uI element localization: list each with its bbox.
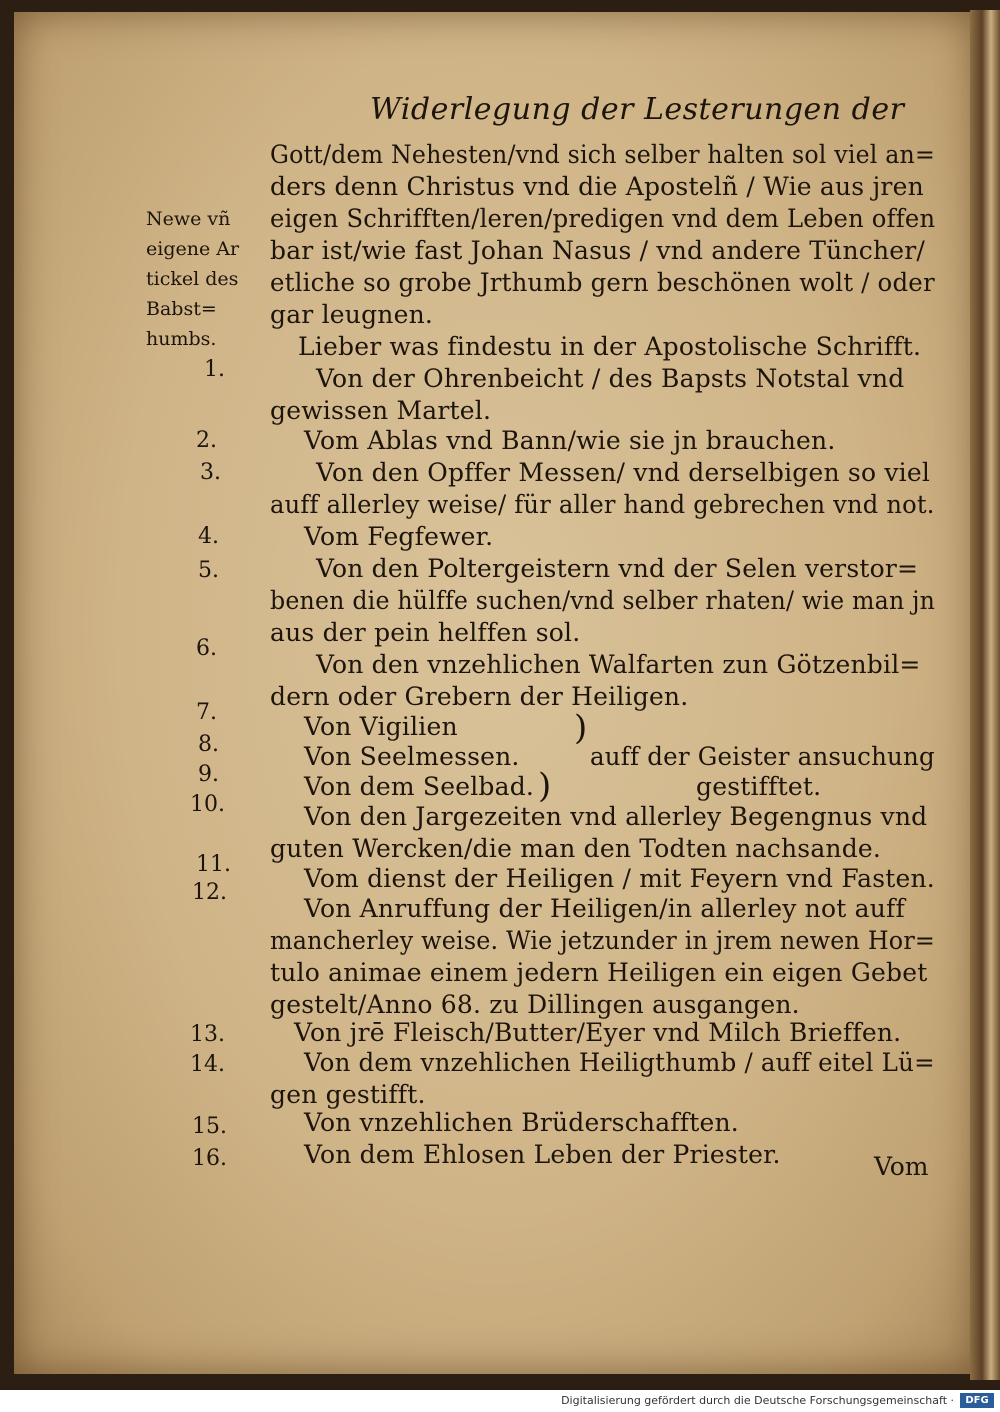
text-line: Von den vnzehlichen Walfarten zun Götzenbil= (316, 650, 921, 679)
text-line: mancherley weise. Wie jetzunder in jrem newen Hor= (270, 926, 936, 955)
item-number: 10. (190, 792, 225, 817)
item-number: 4. (198, 524, 219, 549)
text-line: gestifftet. (696, 772, 822, 801)
text-line: dern oder Grebern der Heiligen. (270, 682, 689, 711)
text-line: gewissen Martel. (270, 396, 492, 425)
item-number: 1. (204, 357, 225, 382)
item-number: 6. (196, 636, 217, 661)
right-paren-brace: ) (538, 766, 552, 806)
right-paren-brace: ) (574, 708, 588, 748)
margin-note-line: humbs. (146, 328, 217, 350)
item-number: 9. (198, 762, 219, 787)
margin-note-line: tickel des (146, 268, 239, 290)
text-line: gar leugnen. (270, 300, 434, 329)
item-number: 8. (198, 732, 219, 757)
item-number: 7. (196, 700, 217, 725)
text-line: Vom Ablas vnd Bann/wie sie jn brauchen. (304, 426, 836, 455)
footer-bar (0, 1390, 1000, 1412)
text-line: Vom dienst der Heiligen / mit Feyern vnd Fasten. (304, 864, 935, 893)
text-line: tulo animae einem jedern Heiligen ein eigen Gebet (270, 958, 928, 987)
text-line: Lieber was findestu in der Apostolische Schrifft. (298, 332, 922, 361)
margin-note-line: Babst= (146, 298, 217, 320)
item-number: 16. (192, 1146, 227, 1171)
text-line: Vom Fegfewer. (304, 522, 494, 551)
text-line: Von vnzehlichen Brüderschafften. (304, 1108, 739, 1137)
item-number: 2. (196, 428, 217, 453)
text-line: eigen Schrifften/leren/predigen vnd dem Leben offen (270, 204, 936, 233)
text-line: gen gestifft. (270, 1080, 426, 1109)
text-line: Von dem Seelbad. (304, 772, 535, 801)
margin-note-line: eigene Ar (146, 238, 240, 260)
dfg-logo: DFG (960, 1393, 994, 1408)
text-line: Von der Ohrenbeicht / des Bapsts Notstal vnd (316, 364, 905, 393)
item-number: 11. (196, 852, 231, 877)
item-number: 15. (192, 1114, 227, 1139)
text-line: Von dem Ehlosen Leben der Priester. (304, 1140, 781, 1169)
text-line: Von dem vnzehlichen Heiligthumb / auff eitel Lü= (304, 1048, 935, 1077)
item-number: 13. (190, 1022, 225, 1047)
text-line: Gott/dem Nehesten/vnd sich selber halten sol viel an= (270, 140, 936, 169)
text-line: Von den Opffer Messen/ vnd derselbigen so viel (316, 458, 931, 487)
text-line: ders denn Christus vnd die Apostelñ / Wie aus jren (270, 172, 924, 201)
book-page (14, 12, 976, 1374)
item-number: 5. (198, 558, 219, 583)
text-line: Von Anruffung der Heiligen/in allerley not auff (304, 894, 905, 923)
text-line: Von jrē Fleisch/Butter/Eyer vnd Milch Brieffen. (294, 1018, 902, 1047)
text-line: Von den Jargezeiten vnd allerley Begengnus vnd (304, 802, 928, 831)
catchword: Vom (874, 1152, 929, 1181)
text-line: guten Wercken/die man den Todten nachsande. (270, 834, 882, 863)
text-line: bar ist/wie fast Johan Nasus / vnd andere Tüncher/ (270, 236, 926, 265)
item-number: 14. (190, 1052, 225, 1077)
margin-note-line: Newe vñ (146, 208, 231, 230)
text-line: Von den Poltergeistern vnd der Selen verstor= (316, 554, 919, 583)
text-line: gestelt/Anno 68. zu Dillingen ausgangen. (270, 990, 800, 1019)
text-line: auff allerley weise/ für aller hand gebrechen vnd not. (270, 490, 935, 519)
text-line: Von Seelmessen. (304, 742, 520, 771)
item-number: 3. (200, 460, 221, 485)
funding-credit: Digitalisierung gefördert durch die Deutsche Forschungsgemeinschaft · (561, 1394, 954, 1407)
text-line: auff der Geister ansuchung (590, 742, 935, 771)
text-line: Von Vigilien (304, 712, 458, 741)
text-line: etliche so grobe Jrthumb gern beschönen wolt / oder (270, 268, 935, 297)
text-line: benen die hülffe suchen/vnd selber rhaten/ wie man jn (270, 586, 936, 615)
text-line: aus der pein helffen sol. (270, 618, 581, 647)
item-number: 12. (192, 880, 227, 905)
book-edge (970, 10, 1000, 1380)
running-header: Widerlegung der Lesterungen der (370, 92, 905, 127)
